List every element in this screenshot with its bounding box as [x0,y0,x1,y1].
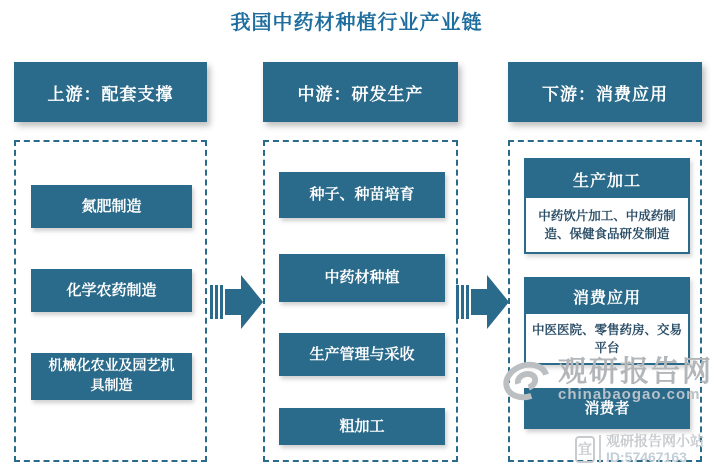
upstream-item-chemical-pesticide: 化学农药制造 [31,269,192,312]
downstream-card-consumption [524,277,690,365]
downstream-item-consumer: 消费者 [524,388,690,429]
upstream-item-nitrogen-fertilizer: 氮肥制造 [31,185,192,228]
midstream-item-herb-planting: 中药材种植 [279,254,445,302]
midstream-item-seed-cultivation: 种子、种苗培育 [279,172,445,218]
column-header-downstream: 下游：消费应用 [508,62,702,122]
downstream-panel [508,140,702,462]
midstream-item-rough-processing: 粗加工 [279,408,445,445]
column-header-upstream: 上游：配套支撑 [14,62,207,122]
arrow-upstream-to-midstream-icon [210,272,263,332]
downstream-card-production-processing [524,158,690,254]
card-desc-production-processing: 中药饮片加工、中成药制造、保健食品研发制造 [538,209,676,241]
midstream-panel [263,140,458,462]
upstream-panel [14,140,207,462]
card-desc-consumption: 中医医院、零售药房、交易平台 [531,322,682,355]
midstream-item-production-harvest: 生产管理与采收 [279,333,445,376]
watermark-domain: chinabaogao.com [557,386,701,403]
page-title: 我国中药材种植行业产业链 [230,12,483,34]
watermark-brand: 观研报告网 [557,356,713,388]
card-title-consumption: 消费应用 [526,279,688,314]
column-header-midstream: 中游：研发生产 [263,62,458,122]
card-title-production-processing: 生产加工 [526,160,688,198]
badge-site-name: 观研报告网小站 [606,433,704,449]
badge-site-id: ID:57467163 [606,449,687,465]
upstream-item-agri-machinery: 机械化农业及园艺机具制造 [31,353,192,400]
arrow-midstream-to-downstream-icon [456,272,509,332]
site-badge-icon: 宜 [575,436,595,463]
